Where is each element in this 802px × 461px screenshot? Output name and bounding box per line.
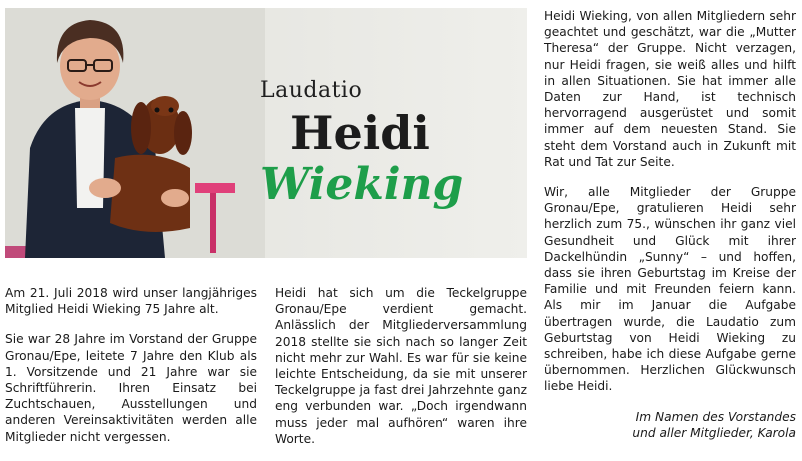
signature — [544, 409, 796, 441]
last-name-heading: Wieking — [260, 159, 464, 210]
first-name-heading: Heidi — [290, 106, 430, 160]
paragraph: Wir, alle Mitglieder der Gruppe Gronau/Epe, gratulieren Heidi sehr herzlich zum 75., wünschen ihr ganz viel Gesundheit und Glück mit ihrer Dackelhündin „Sunny“ – und hoffen, dass sie ihren Geburtstag im Kreise der Familie und mit Freunden feiern kann. Als mir im Januar die Aufgabe übertragen wurde, die Laudatio zum Geburtstag von Heidi Wieking zu schreiben, habe ich diese Aufgabe gerne übernommen. Herzlichen Glückwunsch liebe Heidi. — [544, 185, 796, 394]
signature-line-2: und aller Mitglieder, Karola — [632, 425, 796, 440]
text-column-3 — [544, 8, 796, 441]
hero-banner — [5, 8, 527, 258]
text-column-1 — [5, 285, 257, 459]
paragraph: Heidi hat sich um die Teckelgruppe Gronau/Epe verdient gemacht. Anlässlich der Mitgliederversammlung 2018 stellte sie sich nach so langer Zeit nicht mehr zur Wahl. Es war für sie keine leichte Entscheidung, da sie mit unserer Teckelgruppe ja fast drei Jahrzehnte ganz eng verbunden war. „Doch irgendwann muss jeder mal aufhören“ waren ihre Worte. — [275, 286, 527, 446]
portrait-photo-woman-with-dachshund — [5, 8, 265, 258]
paragraph: Am 21. Juli 2018 wird unser langjähriges Mitglied Heidi Wieking 75 Jahre alt. — [5, 286, 257, 317]
text-column-2 — [275, 285, 527, 461]
kicker-title: Laudatio — [260, 78, 363, 103]
signature-line-1: Im Namen des Vorstandes — [635, 409, 796, 424]
paragraph: Sie war 28 Jahre im Vorstand der Gruppe Gronau/Epe, leitete 7 Jahre den Klub als 1. Vorsitzende und 21 Jahre war sie Schriftführerin. Ihren Einsatz bei Zuchtschauen, Ausstellungen und anderen Vereinsaktivitäten werden alle Mitglieder nicht vergessen. — [5, 332, 257, 444]
hero-title-block — [260, 78, 520, 211]
paragraph: Heidi Wieking, von allen Mitgliedern sehr geachtet und geschätzt, war die „Mutter Theresa“ der Gruppe. Nicht verzagen, nur Heidi fragen, sie weiß alles und hilft in allen Situationen. Sie hat immer alle Daten zur Hand, ist technisch hervorragend ausgerüstet und somit immer auf dem neuesten Stand. Sie steht dem Vorstand auch in Zukunft mit Rat und Tat zur Seite. — [544, 9, 796, 169]
